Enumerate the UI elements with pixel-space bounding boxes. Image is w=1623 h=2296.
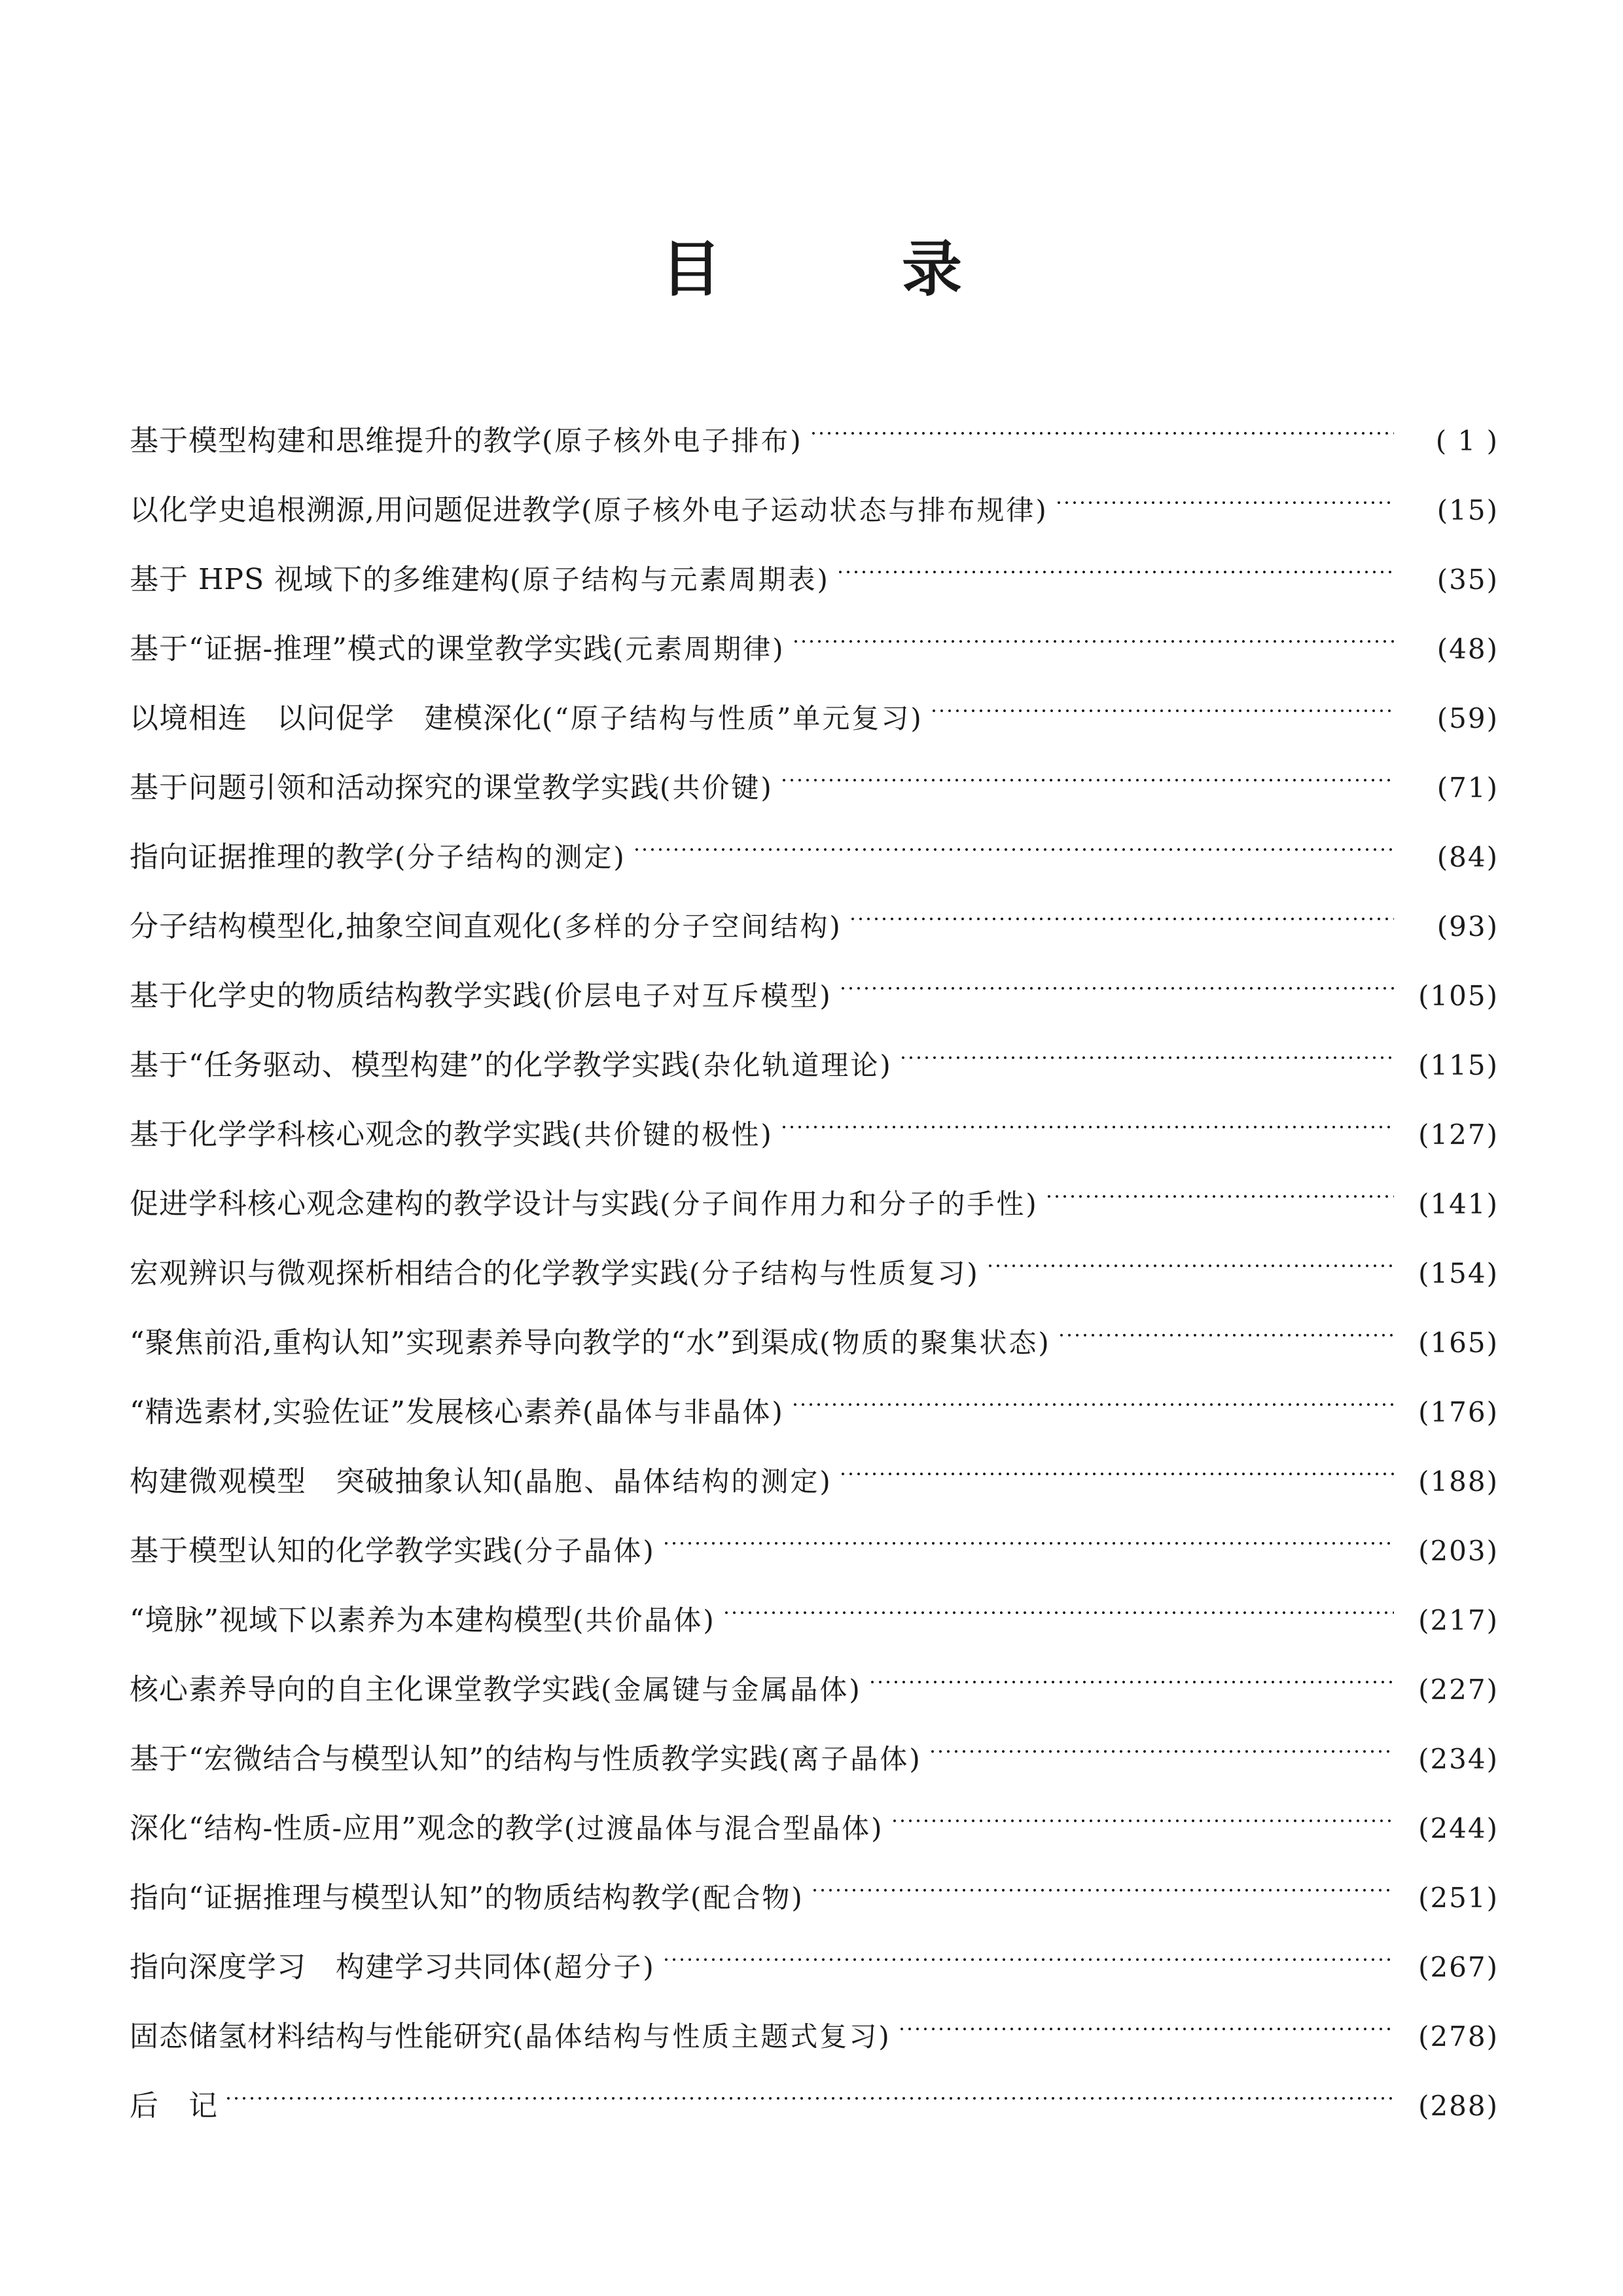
toc-entry-page-number: (15) [1436,494,1499,526]
toc-entry-page-number: (141) [1418,1188,1499,1220]
toc-entry-page-number: (227) [1418,1674,1499,1706]
toc-entry-title [130,415,803,467]
toc-entry[interactable] [130,745,1499,814]
toc-entry-page-number: (176) [1418,1396,1499,1428]
toc-entry-subtitle: (原子核外电子运动状态与排布规律) [581,494,1048,526]
toc-entry[interactable] [130,2063,1499,2132]
toc-entry[interactable] [130,1439,1499,1508]
dot-leader [780,745,1394,797]
toc-entry[interactable] [130,1924,1499,1994]
toc-entry[interactable] [130,1785,1499,1855]
toc-entry-title [130,1872,804,1924]
dot-leader [224,2063,1394,2115]
toc-entry-subtitle: (共价键的极性) [571,1119,774,1151]
toc-entry-main-title: 指向深度学习 构建学习共同体 [130,1950,542,1984]
toc-entry-title [130,1039,893,1092]
toc-entry-title [130,1803,884,1855]
toc-entry-title [130,901,842,953]
toc-entry-subtitle: (“原子结构与性质”单元复习) [542,702,923,734]
dot-leader [791,1369,1394,1422]
toc-entry-subtitle: (共价键) [660,772,774,804]
toc-entry-page-number: (127) [1418,1119,1499,1151]
toc-entry[interactable] [130,814,1499,884]
toc-entry[interactable] [130,675,1499,745]
dot-leader [780,1092,1394,1144]
toc-entry-page-number: (267) [1418,1951,1499,1983]
toc-entry-subtitle: (晶胞、晶体结构的测定) [512,1465,832,1498]
toc-entry-main-title: 基于 HPS 视域下的多维建构 [130,563,510,596]
toc-entry[interactable] [130,467,1499,537]
toc-entry-title [130,1456,832,1508]
toc-entry-main-title: 指向“证据推理与模型认知”的物质结构教学 [130,1881,690,1914]
toc-entry-main-title: 基于“任务驱动、模型构建”的化学教学实践 [130,1049,690,1082]
dot-leader [891,1785,1394,1838]
toc-entry-subtitle: (物质的聚集状态) [819,1327,1051,1359]
toc-entry-title [130,1664,862,1716]
toc-entry[interactable] [130,1508,1499,1577]
toc-entry-page-number: (188) [1418,1465,1499,1498]
dot-leader [868,1647,1394,1699]
toc-entry-page-number: (203) [1418,1535,1499,1567]
dot-leader [810,398,1394,450]
toc-entry-main-title: 以境相连 以问促学 建模深化 [130,702,542,735]
toc-entry-page-number: (154) [1418,1257,1499,1289]
dot-leader [1045,1161,1394,1213]
toc-entry-page-number: (234) [1418,1743,1499,1775]
dot-leader [662,1924,1394,1977]
dot-leader [792,606,1394,658]
toc-entry-main-title: 宏观辨识与微观探析相结合的化学教学实践 [130,1257,689,1290]
page-title: 目 录 [660,234,1022,304]
toc-entry[interactable] [130,1092,1499,1161]
dot-leader [836,537,1394,589]
toc-entry-subtitle: (多样的分子空间结构) [552,910,842,942]
toc-entry[interactable] [130,1300,1499,1369]
dot-leader [662,1508,1394,1560]
toc-entry-subtitle: (原子结构与元素周期表) [510,564,830,596]
toc-entry-title [130,554,830,606]
toc-entry-title [130,762,774,814]
toc-entry-title [130,1247,980,1300]
toc-entry-title [130,2080,218,2132]
toc-entry-main-title: 基于问题引领和活动探究的课堂教学实践 [130,771,660,804]
dot-leader [899,1022,1394,1075]
toc-entry-page-number: (217) [1418,1604,1499,1636]
toc-entry-subtitle: (元素周期律) [612,633,785,665]
toc-entry-title [130,1178,1039,1230]
toc-entry-subtitle: (离子晶体) [779,1743,922,1775]
toc-entry-main-title: 基于模型认知的化学教学实践 [130,1534,512,1568]
dot-leader [986,1230,1394,1283]
toc-entry-main-title: 固态储氢材料结构与性能研究 [130,2020,512,2053]
toc-entry[interactable] [130,398,1499,467]
toc-entry-subtitle: (晶体结构与性质主题式复习) [512,2020,891,2053]
toc-entry-subtitle: (超分子) [542,1951,656,1983]
toc-entry-subtitle: (共价晶体) [573,1604,716,1636]
toc-entry[interactable] [130,1230,1499,1300]
toc-entry[interactable] [130,1022,1499,1092]
toc-entry-page-number: (71) [1436,772,1499,804]
toc-entry-subtitle: (分子结构与性质复习) [689,1257,980,1289]
toc-entry-main-title: 分子结构模型化,抽象空间直观化 [130,910,552,943]
toc-entry[interactable] [130,884,1499,953]
toc-entry-page-number: (105) [1418,980,1499,1012]
toc-entry-page-number: ( 1 ) [1435,425,1499,457]
dot-leader [722,1577,1394,1630]
toc-entry-main-title: 基于“证据-推理”模式的课堂教学实践 [130,632,613,666]
toc-entry-subtitle: (价层电子对互斥模型) [542,980,832,1012]
toc-entry-page-number: (115) [1418,1049,1499,1081]
toc-entry-main-title: 构建微观模型 突破抽象认知 [130,1465,512,1498]
toc-entry-subtitle: (分子间作用力和分子的手性) [660,1188,1039,1220]
toc-entry-page-number: (278) [1418,2020,1499,2053]
dot-leader [930,675,1394,728]
toc-entry[interactable] [130,1161,1499,1230]
toc-entry-page-number: (165) [1418,1327,1499,1359]
dot-leader [849,884,1394,936]
toc-entry-title [130,970,832,1022]
toc-list [130,398,1499,2132]
toc-entry-subtitle: (晶体与非晶体) [582,1396,785,1428]
toc-entry-main-title: 基于化学学科核心观念的教学实践 [130,1118,571,1151]
dot-leader [929,1716,1394,1768]
toc-entry-title [130,484,1048,537]
dot-leader [898,1994,1394,2046]
toc-entry[interactable] [130,1577,1499,1647]
toc-entry[interactable] [130,1855,1499,1924]
toc-entry-title [130,2011,891,2063]
toc-entry-main-title: 基于模型构建和思维提升的教学 [130,424,542,457]
toc-entry-title [130,1317,1051,1369]
toc-entry-page-number: (251) [1418,1882,1499,1914]
toc-entry-page-number: (59) [1436,702,1499,734]
toc-entry[interactable] [130,1716,1499,1785]
toc-entry[interactable] [130,606,1499,675]
toc-entry-page-number: (288) [1418,2090,1499,2122]
toc-entry-title [130,1109,774,1161]
dot-leader [839,953,1394,1005]
toc-entry-main-title: 以化学史追根溯源,用问题促进教学 [130,493,581,527]
toc-entry-main-title: 促进学科核心观念建构的教学设计与实践 [130,1187,660,1221]
toc-entry[interactable] [130,1994,1499,2063]
toc-entry[interactable] [130,953,1499,1022]
toc-entry-title [130,1941,656,1994]
toc-entry-title [130,831,626,884]
toc-entry-subtitle: (分子晶体) [512,1535,656,1567]
toc-entry-page-number: (84) [1436,841,1499,873]
toc-entry-title [130,623,785,675]
toc-entry-page-number: (35) [1436,564,1499,596]
toc-entry-subtitle: (配合物) [690,1882,804,1914]
toc-entry-page-number: (93) [1436,910,1499,942]
toc-entry-main-title: 深化“结构-性质-应用”观念的教学 [130,1812,564,1845]
toc-entry-title [130,692,923,745]
dot-leader [1055,467,1394,520]
toc-entry-page-number: (48) [1436,633,1499,665]
toc-entry-title [130,1386,785,1439]
toc-entry-main-title: “精选素材,实验佐证”发展核心素养 [130,1395,582,1429]
toc-entry-title [130,1594,716,1647]
toc-entry-main-title: 后 记 [130,2089,218,2123]
toc-entry-main-title: 指向证据推理的教学 [130,840,395,874]
dot-leader [633,814,1394,867]
toc-entry-title [130,1525,656,1577]
toc-entry-main-title: “境脉”视域下以素养为本建构模型 [130,1604,573,1637]
dot-leader [811,1855,1394,1907]
toc-entry-subtitle: (分子结构的测定) [395,841,626,873]
toc-entry[interactable] [130,537,1499,606]
toc-entry-main-title: 基于“宏微结合与模型认知”的结构与性质教学实践 [130,1742,779,1776]
toc-entry-main-title: 核心素养导向的自主化课堂教学实践 [130,1673,601,1706]
toc-entry-page-number: (244) [1418,1812,1499,1844]
toc-entry-subtitle: (杂化轨道理论) [690,1049,893,1081]
toc-entry-title [130,1733,922,1785]
toc-entry[interactable] [130,1369,1499,1439]
dot-leader [1058,1300,1394,1352]
toc-entry-subtitle: (原子核外电子排布) [542,425,803,457]
toc-entry-main-title: “聚焦前沿,重构认知”实现素养导向教学的“水”到渠成 [130,1326,819,1359]
toc-entry[interactable] [130,1647,1499,1716]
toc-entry-subtitle: (金属键与金属晶体) [601,1674,862,1706]
toc-entry-main-title: 基于化学史的物质结构教学实践 [130,979,542,1013]
dot-leader [839,1439,1394,1491]
toc-entry-subtitle: (过渡晶体与混合型晶体) [563,1812,884,1844]
